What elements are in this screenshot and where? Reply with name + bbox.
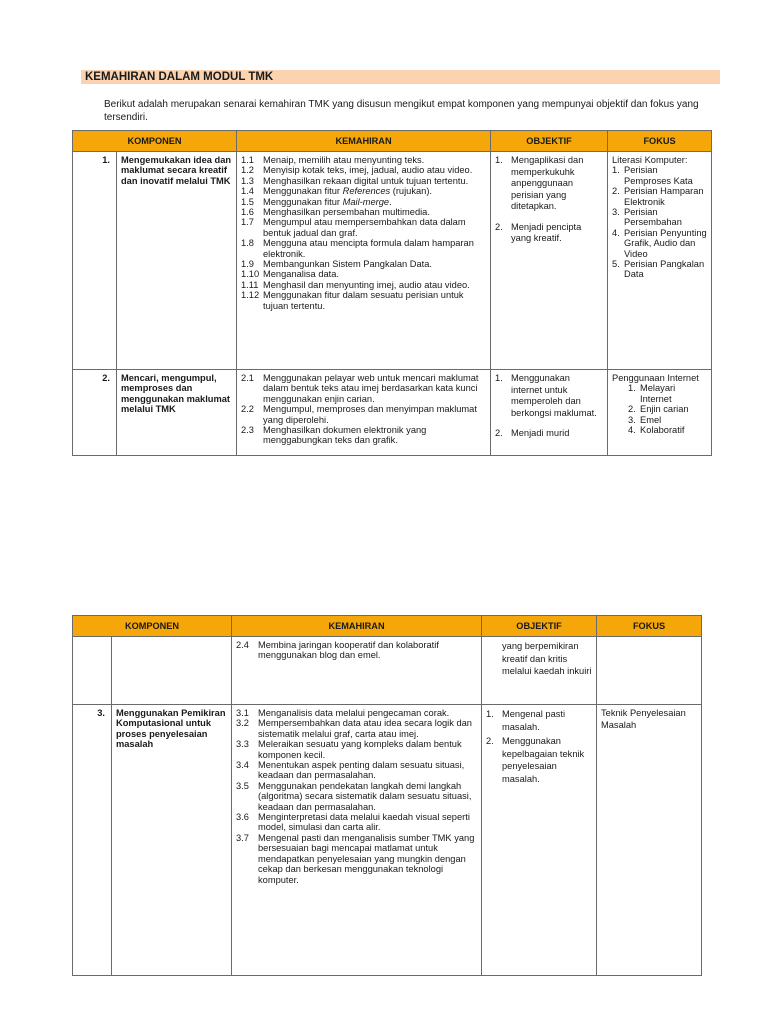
table-header-row (73, 616, 702, 637)
section-heading: KEMAHIRAN DALAM MODUL TMK (81, 70, 720, 84)
list-item: 3. Emel (628, 414, 662, 425)
objektif-cell (482, 705, 597, 976)
list-item: 1. Menggunakan internet untuk memperoleh dan berkongsi maklumat. (495, 373, 597, 418)
fokus-text: Teknik Penyelesaian Masalah (601, 708, 686, 730)
list-item: 4. Perisian Penyunting Grafik, Audio dan Video (612, 227, 707, 259)
kemahiran-cell (237, 370, 491, 456)
kemahiran-list (236, 708, 477, 885)
list-item: 2.2 Mengumpul, memproses dan menyimpan maklumat yang diperolehi. (241, 404, 477, 425)
list-item: 3.3 Meleraikan sesuatu yang kompleks dalam bentuk komponen kecil. (236, 739, 462, 760)
skills-table-page-1 (72, 130, 712, 456)
header-fokus: FOKUS (597, 616, 702, 637)
list-item: 4. Kolaboratif (628, 425, 685, 436)
list-item: 3.2 Mempersembahkan data atau idea secara logik dan sistematik melalui graf, carta atau imej. (236, 718, 472, 739)
list-item: 1.4 Menggunakan fitur References (rujukan). (241, 186, 433, 197)
row-number: 2. (73, 370, 117, 456)
list-item: 1. Mengenal pasti masalah. (486, 709, 566, 732)
list-item: 3.7 Mengenal pasti dan menganalisis sumber TMK yang bersesuaian bagi mencapai matlamat untuk mendapatkan penyelesaian yang mungkin dengan cekap dan berkesan menggunakan teknologi komputer. (236, 832, 475, 885)
kemahiran-list (236, 640, 477, 661)
list-item: 1.6 Menghasilkan persembahan multimedia. (241, 207, 430, 218)
objektif-list (486, 708, 592, 785)
list-item: 1.1 Menaip, memilih atau menyunting teks. (241, 155, 425, 165)
list-item: 1. Mengaplikasi dan memperkukuhk anpenggunaan perisian yang ditetapkan. (495, 155, 584, 211)
skills-table-page-2 (72, 615, 702, 976)
row-number: 3. (73, 705, 112, 976)
objektif-cell (491, 152, 608, 370)
row-number: 1. (73, 152, 117, 370)
komponen-cell (112, 637, 232, 705)
list-item: 2. Menggunakan kepelbagaian teknik penyelesaian masalah. (486, 736, 585, 784)
list-item: 3.4 Menentukan aspek penting dalam sesuatu situasi, keadaan dan permasalahan. (236, 760, 465, 781)
list-item: 2.4 Membina jaringan kooperatif dan kolaboratif menggunakan blog dan emel. (236, 640, 439, 661)
list-item: 2. Menjadi pencipta yang kreatif. (495, 221, 582, 243)
list-item: 1. Perisian Pemproses Kata (612, 165, 693, 186)
objektif-continued: yang berpemikiran kreatif dan kritis melalui kaedah inkuiri (502, 641, 592, 676)
list-item: 1.11 Menghasil dan menyunting imej, audio atau video. (241, 279, 470, 290)
header-kemahiran: KEMAHIRAN (232, 616, 482, 637)
list-item: 1.9 Membangunkan Sistem Pangkalan Data. (241, 259, 433, 270)
list-item: 5. Perisian Pangkalan Data (612, 259, 705, 280)
kemahiran-cell (232, 637, 482, 705)
list-item: 2. Menjadi murid (495, 428, 570, 438)
komponen-cell: Menggunakan Pemikiran Komputasional untuk proses penyelesaian masalah (112, 705, 232, 976)
list-item: 3. Perisian Persembahan (612, 207, 682, 228)
list-item: 3.1 Menganalisis data melalui pengecaman corak. (236, 708, 450, 718)
list-item: 1. Melayari Internet (628, 383, 676, 404)
komponen-cell: Mengemukakan idea dan maklumat secara kreatif dan inovatif melalui TMK (117, 152, 237, 370)
objektif-list (495, 373, 603, 440)
list-item: 2.1 Menggunakan pelayar web untuk mencari maklumat dalam bentuk teks atau imej berdasarkan kata kunci menggunakan enjin carian. (241, 373, 479, 404)
fokus-cell (608, 152, 712, 370)
kemahiran-cell (232, 705, 482, 976)
header-objektif: OBJEKTIF (482, 616, 597, 637)
list-item: 1.2 Menyisip kotak teks, imej, jadual, audio atau video. (241, 165, 473, 176)
kemahiran-list (241, 155, 486, 311)
table-header-row (73, 131, 712, 152)
header-komponen: KOMPONEN (73, 131, 237, 152)
kemahiran-list (241, 373, 486, 446)
header-komponen: KOMPONEN (73, 616, 232, 637)
list-item: 1.3 Menghasilkan rekaan digital untuk tujuan tertentu. (241, 175, 469, 186)
kemahiran-cell (237, 152, 491, 370)
fokus-cell (597, 705, 702, 976)
list-item: 2. Perisian Hamparan Elektronik (612, 186, 704, 207)
fokus-cell (597, 637, 702, 705)
list-item: 2.3 Menghasilkan dokumen elektronik yang menggabungkan teks dan grafik. (241, 425, 427, 446)
list-item: 1.7 Mengumpul atau mempersembahkan data dalam bentuk jadual dan graf. (241, 217, 466, 238)
list-item: 3.6 Menginterpretasi data melalui kaedah visual seperti model, simulasi dan carta alir. (236, 812, 470, 833)
intro-paragraph: Berikut adalah merupakan senarai kemahiran TMK yang disusun mengikut empat komponen yang mempunyai objektif dan fokus yang tersendiri. (104, 99, 699, 123)
list-item: 2. Enjin carian (628, 404, 689, 415)
header-objektif: OBJEKTIF (491, 131, 608, 152)
list-item: 1.5 Menggunakan fitur Mail-merge. (241, 196, 392, 207)
list-item: 3.5 Menggunakan pendekatan langkah demi langkah (algoritma) secara sistematik dalam sesuatu situasi, keadaan dan permasalahan. (236, 780, 472, 812)
row-number (73, 637, 112, 705)
header-fokus: FOKUS (608, 131, 712, 152)
fokus-title: Literasi Komputer: (612, 155, 688, 165)
fokus-cell (608, 370, 712, 456)
header-kemahiran: KEMAHIRAN (237, 131, 491, 152)
table-row (73, 370, 712, 456)
objektif-cell (491, 370, 608, 456)
table-row (73, 705, 702, 976)
table-row (73, 152, 712, 370)
fokus-title: Penggunaan Internet (612, 373, 699, 383)
list-item: 1.10 Menganalisa data. (241, 269, 339, 280)
list-item: 1.8 Mengguna atau mencipta formula dalam hamparan elektronik. (241, 238, 474, 259)
objektif-cell (482, 637, 597, 705)
list-item: 1.12 Menggunakan fitur dalam sesuatu perisian untuk tujuan tertentu. (241, 290, 464, 311)
table-row (73, 637, 702, 705)
komponen-cell: Mencari, mengumpul, memproses dan menggunakan maklumat melalui TMK (117, 370, 237, 456)
objektif-list (495, 155, 603, 245)
